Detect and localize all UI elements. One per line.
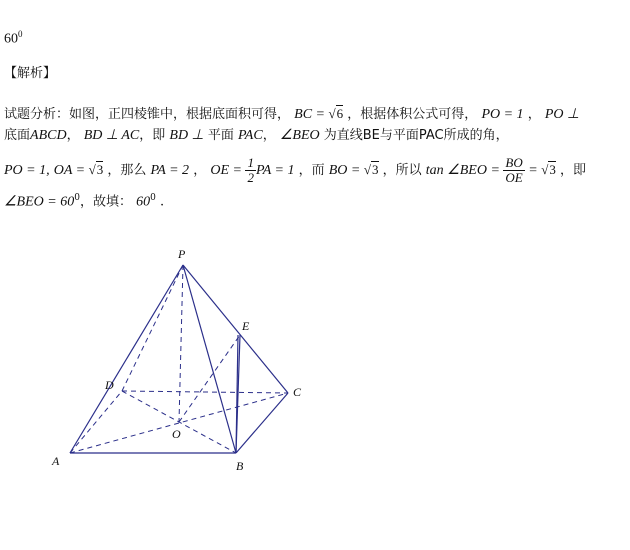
- po-perp: PO ⊥: [544, 107, 580, 122]
- text-t2: ，: [527, 107, 541, 122]
- edge-ad-hidden: [70, 391, 122, 453]
- answer-degree: 0: [18, 29, 23, 39]
- edge-bc: [236, 393, 288, 453]
- po-eq: PO = 1: [481, 107, 524, 122]
- text-t6: 为直线BE与平面PAC所成的角，: [323, 128, 509, 143]
- oe-lhs: OE =: [210, 163, 246, 178]
- text-t3: ，: [66, 128, 80, 143]
- label-c: C: [293, 385, 302, 399]
- text-t8: ，: [193, 163, 207, 178]
- po-one: PO = 1,: [4, 163, 50, 178]
- text-t5: ，: [262, 128, 276, 143]
- edge-pa: [70, 265, 183, 453]
- label-o: O: [172, 427, 181, 441]
- text-t1: ，根据体积公式可得，: [347, 107, 478, 122]
- label-d: D: [105, 378, 114, 392]
- final-degree: 0: [74, 193, 80, 203]
- oa-sqrt: √3: [88, 162, 104, 177]
- edge-dc-hidden: [122, 391, 288, 393]
- text-t4: ，即: [139, 128, 166, 143]
- section-title: 【解析】: [4, 66, 57, 81]
- plane-pac: PAC: [238, 128, 263, 143]
- label-b: B: [236, 459, 244, 473]
- final-angle: ∠BEO = 60: [4, 194, 75, 210]
- text-t13: .: [159, 194, 165, 210]
- base-prefix: 底面: [4, 128, 31, 143]
- plane-word: 平面: [207, 128, 234, 143]
- analysis-prefix: 试题分析：如图，正四棱锥中，根据底面积可得，: [4, 107, 291, 122]
- fill-value: 60: [136, 194, 151, 210]
- label-p: P: [178, 247, 186, 261]
- answer-value: 60: [4, 31, 18, 47]
- bc-lhs: BC =: [294, 107, 329, 122]
- base-abcd: ABCD: [30, 128, 67, 143]
- tan-fraction: $\frac{BO}{OE}$: [505, 155, 523, 185]
- bo-sqrt: √3: [363, 162, 379, 177]
- text-t11: ，即: [559, 163, 586, 178]
- edge-pb: [183, 265, 236, 453]
- text-t7: ，那么: [107, 163, 147, 178]
- text-t12: ，故填：: [79, 194, 132, 210]
- pa-eq: PA = 2: [150, 163, 190, 178]
- oa-lhs: OA =: [53, 163, 89, 178]
- label-a: A: [52, 454, 60, 468]
- angle-beo: ∠BEO: [279, 128, 320, 143]
- diag-ac-hidden: [70, 393, 288, 453]
- tan-sqrt: √3: [541, 162, 556, 177]
- bo-lhs: BO =: [328, 163, 364, 178]
- bc-sqrt: √6: [328, 106, 344, 121]
- oe-rhs: PA = 1: [255, 163, 295, 178]
- bd-perp-ac: BD ⊥ AC: [83, 128, 140, 143]
- edge-pc: [183, 265, 288, 393]
- tan-lhs: tan ∠BEO =: [425, 163, 504, 178]
- fill-degree: 0: [150, 193, 156, 203]
- text-t10: ，所以: [382, 163, 422, 178]
- height-po-hidden: [179, 265, 183, 422]
- half-fraction: $\frac{1}{2}$: [247, 155, 254, 185]
- bd-perp: BD ⊥: [169, 128, 204, 143]
- label-e: E: [242, 319, 250, 333]
- edge-pd-hidden: [122, 265, 183, 391]
- tan-eq: =: [524, 163, 542, 178]
- text-t9: ，而: [298, 163, 325, 178]
